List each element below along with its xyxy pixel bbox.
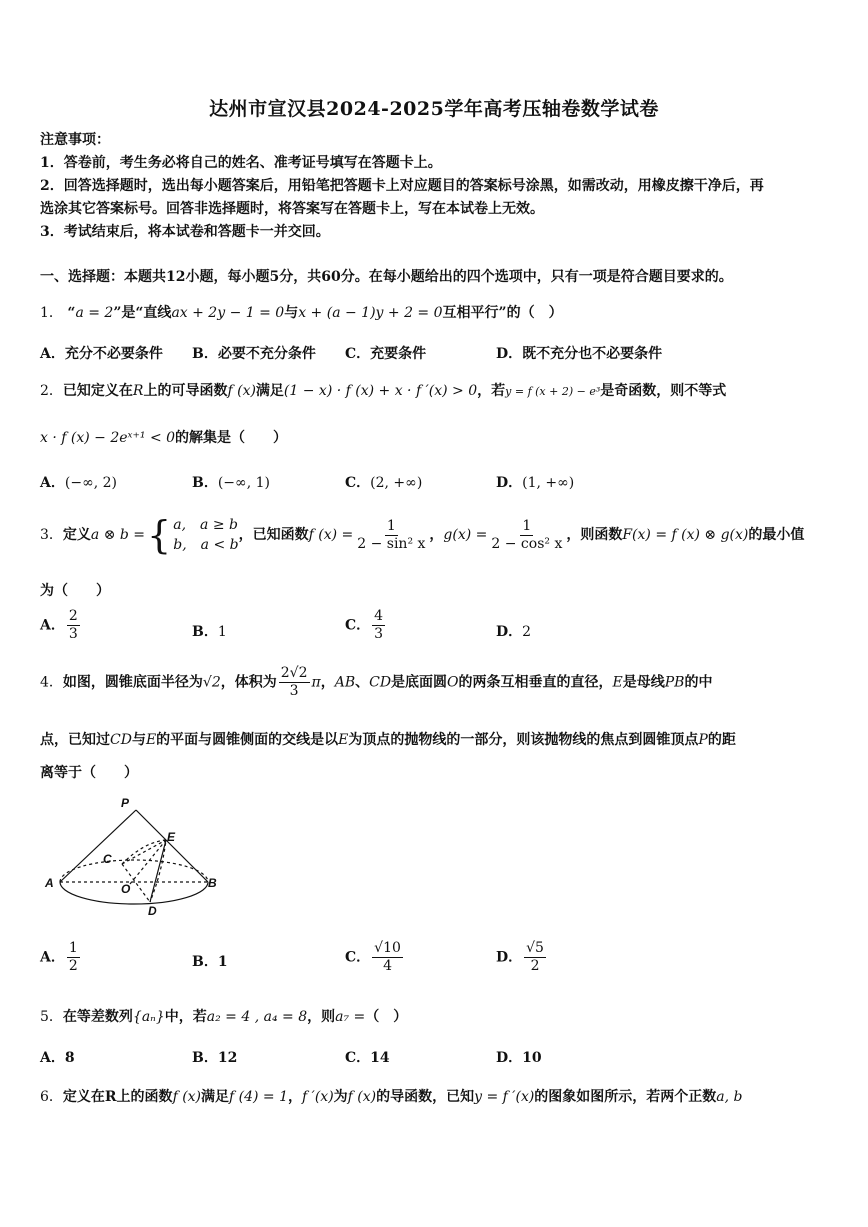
question-4-line-3: 离等于（ ） <box>40 765 138 781</box>
q1-option-c: C．充要条件 <box>345 346 427 362</box>
option-value: (2, +∞) <box>370 475 423 491</box>
q2-inequality-2: x · f (x) − 2eˣ⁺¹ < 0 <box>40 430 176 446</box>
q6-text: 为 <box>333 1089 348 1105</box>
q1-text: 互相平行”的（ ） <box>442 305 563 321</box>
option-label: C． <box>345 949 371 966</box>
q6-text: 定义在R上的函数 <box>62 1089 173 1105</box>
label-C: C <box>103 852 112 866</box>
label-E: E <box>167 830 176 844</box>
q4-text: 、 <box>355 674 370 691</box>
question-number: 2． <box>40 383 63 399</box>
option-value: (−∞, 1) <box>217 475 270 491</box>
q4-radius: √2 <box>202 674 221 691</box>
q4-text: 是母线 <box>622 674 665 691</box>
option-label: A． <box>40 949 65 966</box>
question-5 <box>40 1006 407 1026</box>
q2-set: R <box>132 383 144 399</box>
q4-E: E <box>338 732 349 748</box>
q1-option-b: B．必要不充分条件 <box>192 346 316 362</box>
option-label: D． <box>496 949 523 966</box>
q6-func: f (x) <box>347 1089 377 1105</box>
question-3-cont: 为（ ） <box>40 583 110 599</box>
q3-option-d <box>496 621 531 641</box>
option-label: D． <box>496 475 523 491</box>
notice-item-3: 3．考试结束后，将本试卷和答题卡一并交回。 <box>40 224 330 240</box>
q2-option-b <box>192 472 270 492</box>
q6-text: 满足 <box>201 1089 230 1105</box>
q3-F: F(x) = f (x) ⊗ g(x) <box>622 527 749 543</box>
option-value: 1 <box>217 954 228 970</box>
q3-operator: a ⊗ b = <box>90 527 146 543</box>
numerator: 4 <box>374 608 384 624</box>
numerator: 1 <box>386 517 396 534</box>
q2-text: 上的可导函数 <box>143 383 228 399</box>
question-2-cont <box>40 427 287 447</box>
q2-odd-func: y = f (x + 2) − e³ <box>505 385 601 398</box>
q5-text: ，则 <box>307 1009 336 1025</box>
label-P: P <box>121 796 130 810</box>
q4-text: 如图，圆锥底面半径为 <box>62 674 203 691</box>
q5-option-c: C．14 <box>345 1050 390 1066</box>
q4-text: ， <box>320 674 335 691</box>
numerator: 1 <box>522 517 532 534</box>
q4-text: 是底面圆 <box>391 674 448 691</box>
q4-text: 的平面与圆锥侧面的交线是以 <box>156 732 339 748</box>
q5-option-d: D．10 <box>496 1050 542 1066</box>
notice-item-1: 1．答卷前，考生务必将自己的姓名、准考证号填写在答题卡上。 <box>40 155 442 171</box>
q3-g-lhs: g(x) = <box>443 527 488 543</box>
q6-text: 的图象如图所示，若两个正数 <box>534 1089 717 1105</box>
denominator: 3 <box>289 683 299 699</box>
brace-glyph: { <box>147 513 172 557</box>
option-label: B． <box>192 954 218 970</box>
question-3: 3．定义a ⊗ b ={ a, a ≥ b b, a < b ，已知函数f (x) = $\frac{1}{\text{2 − sin² x}}$ ，g(x) = $\frac{1}{\text{2 − cos² x}}$ ，则函数F(x) = f (x) ⊗ g(x)的最小值 <box>40 513 805 557</box>
option-label: D． <box>496 624 523 640</box>
label-D: D <box>148 904 157 918</box>
option-fraction <box>372 608 385 643</box>
numerator: 1 <box>68 940 78 956</box>
denominator: 3 <box>68 626 78 642</box>
q2-option-d <box>496 472 574 492</box>
q2-inequality: (1 − x) · f (x) + x · f ′(x) > 0 <box>283 383 478 399</box>
q6-f4: f (4) = 1 <box>229 1089 289 1105</box>
q2-option-c <box>345 472 422 492</box>
q3-text: ，已知函数 <box>238 527 309 543</box>
q1-option-a: A．充分不必要条件 <box>40 346 163 362</box>
notice-item-2-cont: 选涂其它答案标号。回答非选择题时，将答案写在答题卡上，写在本试卷上无效。 <box>40 201 544 217</box>
q5-text: 在等差数列 <box>62 1009 133 1025</box>
q4-text: 的中 <box>684 674 713 691</box>
q2-text: ，若 <box>477 383 506 399</box>
q4-pi: π <box>311 674 321 691</box>
q5-given: a₂ = 4 , a₄ = 8 <box>206 1009 308 1025</box>
label-A: A <box>45 876 54 890</box>
q2-text: 是奇函数，则不等式 <box>600 383 727 399</box>
denominator: 2 − cos² x <box>491 535 563 552</box>
cone-figure <box>40 792 230 922</box>
q6-y: y = f ′(x) <box>474 1089 535 1105</box>
q4-text: 点，已知过 <box>40 732 110 748</box>
option-value: 1 <box>217 624 227 640</box>
q3-option-c <box>345 608 387 643</box>
q4-CD: CD <box>369 674 392 691</box>
option-label: B． <box>192 475 218 491</box>
numerator: 2 <box>68 608 78 624</box>
question-6 <box>40 1086 743 1106</box>
q4-text: 的距 <box>707 732 736 748</box>
section-heading: 一、选择题：本题共12小题，每小题5分，共60分。在每小题给出的四个选项中，只有一项是符合题目要求的。 <box>40 269 733 285</box>
option-label: A． <box>40 475 65 491</box>
question-4-line-2 <box>40 729 736 749</box>
q2-text: 满足 <box>255 383 284 399</box>
question-number: 4． <box>40 674 63 691</box>
q2-text: 的解集是（ ） <box>175 430 288 446</box>
q5-option-b: B．12 <box>192 1050 238 1066</box>
q4-E: E <box>612 674 623 691</box>
q2-option-a <box>40 472 117 492</box>
q1-line1: ax + 2y − 1 = 0 <box>171 305 285 321</box>
q4-option-b <box>192 951 228 971</box>
option-fraction <box>67 608 80 643</box>
q1-line2: x + (a − 1)y + 2 = 0 <box>298 305 443 321</box>
denominator: 2 <box>68 958 78 974</box>
q4-volume-fraction <box>279 665 310 700</box>
q1-text: 与 <box>284 305 299 321</box>
q6-derivative: f ′(x) <box>302 1089 334 1105</box>
denominator: 2 <box>530 958 540 974</box>
q2-func: f (x) <box>227 383 256 399</box>
q1-text: ”是“直线 <box>113 305 172 321</box>
denominator: 2 − sin² x <box>357 535 426 552</box>
q1-text: “ <box>67 305 76 321</box>
q2-text: 已知定义在 <box>62 383 133 399</box>
option-label: C． <box>345 475 371 491</box>
label-O: O <box>121 882 131 896</box>
q3-g-fraction <box>489 518 564 553</box>
q4-CD: CD <box>110 732 132 748</box>
q6-func: f (x) <box>172 1089 202 1105</box>
notice-heading: 注意事项： <box>40 132 110 148</box>
q3-text: 定义 <box>62 527 91 543</box>
q5-text: 中，若 <box>164 1009 207 1025</box>
q4-AB: AB <box>334 674 356 691</box>
numerator: 2√2 <box>280 665 308 681</box>
option-value: (1, +∞) <box>522 475 575 491</box>
label-B: B <box>208 876 217 890</box>
q3-case-2: b, a < b <box>173 537 239 553</box>
q3-option-a <box>40 608 82 643</box>
question-1 <box>40 302 563 322</box>
q6-text: ， <box>288 1089 303 1105</box>
option-value: (−∞, 2) <box>64 475 117 491</box>
q4-O: O <box>447 674 459 691</box>
q4-text: 的两条互相垂直的直径， <box>458 674 613 691</box>
q5-sequence: {aₙ} <box>132 1009 165 1025</box>
q3-option-b <box>192 621 227 641</box>
q3-cases <box>173 515 238 555</box>
question-number: 6． <box>40 1089 63 1105</box>
q4-P: P <box>698 732 708 748</box>
q1-option-d: D．既不充分也不必要条件 <box>496 346 663 362</box>
q3-f-fraction <box>355 518 427 553</box>
notice-item-2: 2．回答选择题时，选出每小题答案后，用铅笔把答题卡上对应题目的答案标号涂黑，如需改动，用橡皮擦干净后，再 <box>40 178 764 194</box>
numerator: √10 <box>374 940 401 956</box>
option-fraction <box>524 940 546 975</box>
denominator: 3 <box>374 626 384 642</box>
question-2 <box>40 380 726 400</box>
question-number: 3． <box>40 527 63 543</box>
option-label: A． <box>40 617 65 634</box>
cone-slant-left <box>60 810 136 882</box>
q3-case-1: a, a ≥ b <box>173 517 238 533</box>
q3-text: ，则函数 <box>566 527 623 543</box>
page-title: 达州市宣汉县2024-2025学年高考压轴卷数学试卷 <box>209 98 659 120</box>
q4-option-a <box>40 940 82 975</box>
q4-option-d <box>496 940 548 975</box>
q4-text: 与 <box>131 732 146 748</box>
q4-text: 为顶点的抛物线的一部分，则该抛物线的焦点到圆锥顶点 <box>348 732 699 748</box>
cone-base-front <box>60 882 208 904</box>
numerator: √5 <box>526 940 544 956</box>
q5-option-a: A．8 <box>40 1050 75 1066</box>
question-number: 1． <box>40 305 63 321</box>
q4-option-c <box>345 940 405 975</box>
q1-condition: a = 2 <box>75 305 114 321</box>
option-fraction <box>372 940 403 975</box>
q3-text: 的最小值 <box>748 527 805 543</box>
q6-text: 的导函数，已知 <box>376 1089 475 1105</box>
option-label: C． <box>345 617 371 634</box>
q5-ask: a₇ = <box>335 1009 366 1025</box>
denominator: 4 <box>383 958 392 974</box>
option-label: B． <box>192 624 218 640</box>
q5-text: （ ） <box>365 1009 408 1025</box>
q4-text: ，体积为 <box>220 674 277 691</box>
question-4 <box>40 665 712 700</box>
q4-PB: PB <box>664 674 685 691</box>
q6-ab: a, b <box>716 1089 743 1105</box>
q4-E: E <box>145 732 157 748</box>
option-value: 2 <box>522 624 532 640</box>
q3-f-lhs: f (x) = <box>308 527 354 543</box>
option-fraction <box>67 940 80 975</box>
question-number: 5． <box>40 1009 63 1025</box>
